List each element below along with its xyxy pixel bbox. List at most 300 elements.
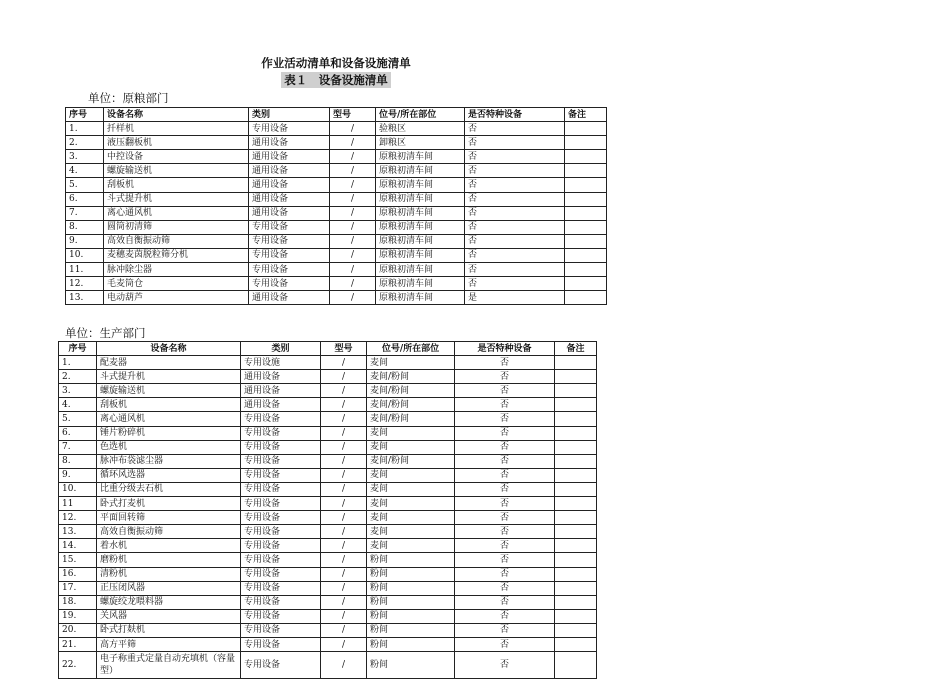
cell-special: 否 (455, 623, 555, 637)
cell-location: 原粮初清车间 (376, 234, 465, 248)
cell-name: 平面回转筛 (97, 511, 241, 525)
cell-remark (555, 595, 597, 609)
cell-category: 专用设备 (241, 623, 321, 637)
cell-location: 粉间 (367, 623, 455, 637)
cell-model: / (330, 220, 376, 234)
cell-category: 专用设备 (249, 263, 330, 277)
cell-location: 麦间/粉间 (367, 370, 455, 384)
cell-model: / (321, 412, 367, 426)
cell-seq: 16. (59, 567, 97, 581)
cell-remark (555, 525, 597, 539)
cell-remark (555, 553, 597, 567)
cell-name: 卧式打麦机 (97, 497, 241, 511)
table-row (59, 525, 597, 539)
cell-remark (555, 412, 597, 426)
cell-special: 否 (465, 248, 565, 262)
cell-remark (555, 454, 597, 468)
equipment-table-grain (65, 107, 607, 305)
table-header-row (59, 342, 597, 356)
cell-category: 通用设备 (249, 164, 330, 178)
cell-name: 关风器 (97, 609, 241, 623)
cell-remark (555, 637, 597, 651)
cell-special: 否 (455, 525, 555, 539)
table-row (66, 263, 607, 277)
cell-name: 液压翻板机 (104, 136, 249, 150)
cell-name: 螺旋绞龙喂料器 (97, 595, 241, 609)
cell-special: 否 (455, 652, 555, 679)
cell-location: 原粮初清车间 (376, 248, 465, 262)
cell-seq: 20. (59, 623, 97, 637)
table-row (59, 356, 597, 370)
cell-location: 麦间/粉间 (367, 412, 455, 426)
table-row (59, 652, 597, 679)
cell-name: 电子称重式定量自动充填机（容量型） (97, 652, 241, 679)
cell-category: 专用设备 (241, 652, 321, 679)
cell-model: / (321, 482, 367, 496)
cell-model: / (321, 581, 367, 595)
cell-model: / (321, 426, 367, 440)
cell-location: 粉间 (367, 581, 455, 595)
cell-seq: 11. (66, 263, 104, 277)
cell-location: 卸粮区 (376, 136, 465, 150)
cell-seq: 10. (59, 482, 97, 496)
cell-seq: 11 (59, 497, 97, 511)
cell-model: / (330, 150, 376, 164)
cell-name: 麦穗麦茵脱粒筛分机 (104, 248, 249, 262)
cell-model: / (330, 122, 376, 136)
cell-location: 麦间 (367, 539, 455, 553)
header-category: 类别 (241, 342, 321, 356)
unit-label-grain: 单位：原粮部门 (88, 91, 169, 105)
cell-location: 粉间 (367, 595, 455, 609)
table-row (59, 412, 597, 426)
cell-name: 中控设备 (104, 150, 249, 164)
cell-remark (565, 206, 607, 220)
cell-model: / (321, 497, 367, 511)
table-row (59, 609, 597, 623)
cell-category: 通用设备 (249, 136, 330, 150)
cell-seq: 13. (66, 291, 104, 305)
cell-seq: 10. (66, 248, 104, 262)
cell-model: / (321, 609, 367, 623)
cell-special: 否 (455, 356, 555, 370)
unit-label-production: 单位：生产部门 (65, 326, 146, 340)
cell-category: 通用设备 (249, 291, 330, 305)
cell-remark (555, 468, 597, 482)
cell-model: / (330, 178, 376, 192)
cell-location: 麦间 (367, 525, 455, 539)
cell-model: / (321, 370, 367, 384)
table-row (59, 370, 597, 384)
cell-name: 螺旋输送机 (104, 164, 249, 178)
cell-special: 否 (455, 567, 555, 581)
cell-name: 磨粉机 (97, 553, 241, 567)
cell-seq: 6. (59, 426, 97, 440)
cell-location: 麦间 (367, 468, 455, 482)
cell-location: 麦间 (367, 440, 455, 454)
cell-remark (565, 192, 607, 206)
cell-name: 离心通风机 (104, 206, 249, 220)
cell-category: 专用设备 (249, 248, 330, 262)
table-row (59, 623, 597, 637)
cell-remark (555, 609, 597, 623)
cell-seq: 1. (66, 122, 104, 136)
cell-name: 扦样机 (104, 122, 249, 136)
cell-seq: 3. (66, 150, 104, 164)
cell-location: 麦间 (367, 511, 455, 525)
cell-model: / (321, 567, 367, 581)
table-row (59, 497, 597, 511)
cell-category: 通用设备 (249, 192, 330, 206)
cell-location: 原粮初清车间 (376, 150, 465, 164)
cell-special: 否 (455, 370, 555, 384)
cell-model: / (321, 637, 367, 651)
cell-remark (565, 277, 607, 291)
table-caption-text: 表１ 设备设施清单 (281, 72, 391, 88)
cell-model: / (330, 248, 376, 262)
cell-location: 原粮初清车间 (376, 178, 465, 192)
cell-seq: 6. (66, 192, 104, 206)
cell-location: 麦间/粉间 (367, 398, 455, 412)
cell-model: / (321, 468, 367, 482)
table-row (59, 384, 597, 398)
cell-seq: 21. (59, 637, 97, 651)
cell-remark (555, 581, 597, 595)
cell-location: 原粮初清车间 (376, 220, 465, 234)
cell-location: 麦间 (367, 482, 455, 496)
cell-location: 原粮初清车间 (376, 263, 465, 277)
cell-remark (565, 178, 607, 192)
cell-category: 专用设施 (241, 356, 321, 370)
cell-name: 高效自衡振动筛 (97, 525, 241, 539)
cell-special: 否 (465, 277, 565, 291)
cell-special: 否 (465, 192, 565, 206)
cell-category: 专用设备 (241, 595, 321, 609)
cell-special: 是 (465, 291, 565, 305)
cell-seq: 13. (59, 525, 97, 539)
equipment-table-production (58, 341, 597, 679)
cell-seq: 14. (59, 539, 97, 553)
cell-model: / (330, 291, 376, 305)
cell-remark (565, 248, 607, 262)
cell-name: 比重分级去石机 (97, 482, 241, 496)
cell-name: 圆筒初清筛 (104, 220, 249, 234)
cell-category: 专用设备 (241, 567, 321, 581)
table-row (59, 539, 597, 553)
cell-remark (555, 370, 597, 384)
cell-category: 专用设备 (241, 539, 321, 553)
cell-category: 专用设备 (241, 525, 321, 539)
cell-remark (555, 384, 597, 398)
cell-category: 专用设备 (241, 412, 321, 426)
cell-remark (565, 220, 607, 234)
cell-seq: 9. (59, 468, 97, 482)
cell-model: / (321, 525, 367, 539)
cell-special: 否 (465, 164, 565, 178)
cell-category: 通用设备 (249, 178, 330, 192)
cell-name: 脉冲除尘器 (104, 263, 249, 277)
cell-seq: 3. (59, 384, 97, 398)
cell-seq: 9. (66, 234, 104, 248)
table-row (59, 398, 597, 412)
cell-seq: 15. (59, 553, 97, 567)
cell-category: 专用设备 (241, 482, 321, 496)
table-row (66, 206, 607, 220)
cell-name: 高效自衡振动筛 (104, 234, 249, 248)
header-model: 型号 (330, 108, 376, 122)
cell-category: 专用设备 (249, 277, 330, 291)
table-row (66, 150, 607, 164)
cell-category: 专用设备 (241, 609, 321, 623)
cell-model: / (330, 136, 376, 150)
cell-special: 否 (455, 384, 555, 398)
cell-model: / (330, 277, 376, 291)
header-name: 设备名称 (97, 342, 241, 356)
cell-location: 原粮初清车间 (376, 192, 465, 206)
cell-remark (565, 136, 607, 150)
cell-special: 否 (455, 595, 555, 609)
cell-category: 专用设备 (249, 122, 330, 136)
cell-location: 原粮初清车间 (376, 164, 465, 178)
cell-location: 麦间/粉间 (367, 384, 455, 398)
cell-location: 粉间 (367, 609, 455, 623)
cell-remark (555, 440, 597, 454)
header-remark: 备注 (565, 108, 607, 122)
header-location: 位号/所在部位 (367, 342, 455, 356)
table-row (66, 220, 607, 234)
cell-seq: 7. (59, 440, 97, 454)
cell-location: 麦间 (367, 497, 455, 511)
cell-location: 粉间 (367, 652, 455, 679)
cell-special: 否 (465, 220, 565, 234)
cell-seq: 5. (66, 178, 104, 192)
cell-seq: 12. (59, 511, 97, 525)
cell-special: 否 (455, 440, 555, 454)
cell-special: 否 (465, 150, 565, 164)
cell-special: 否 (465, 206, 565, 220)
table-row (59, 511, 597, 525)
cell-location: 粉间 (367, 553, 455, 567)
cell-special: 否 (465, 178, 565, 192)
header-location: 位号/所在部位 (376, 108, 465, 122)
cell-category: 专用设备 (241, 426, 321, 440)
cell-name: 正压闭风器 (97, 581, 241, 595)
cell-name: 螺旋输送机 (97, 384, 241, 398)
cell-remark (565, 122, 607, 136)
table-header-row (66, 108, 607, 122)
cell-seq: 4. (66, 164, 104, 178)
cell-name: 高方平筛 (97, 637, 241, 651)
cell-special: 否 (455, 539, 555, 553)
table-row (59, 567, 597, 581)
cell-category: 专用设备 (241, 637, 321, 651)
table-row (66, 164, 607, 178)
cell-remark (565, 164, 607, 178)
cell-seq: 2. (59, 370, 97, 384)
cell-model: / (321, 539, 367, 553)
cell-name: 色选机 (97, 440, 241, 454)
table-row (59, 482, 597, 496)
cell-remark (555, 497, 597, 511)
cell-name: 卧式打麸机 (97, 623, 241, 637)
cell-model: / (321, 652, 367, 679)
cell-name: 配麦器 (97, 356, 241, 370)
cell-name: 锤片粉碎机 (97, 426, 241, 440)
cell-seq: 18. (59, 595, 97, 609)
cell-seq: 2. (66, 136, 104, 150)
table-caption (0, 72, 672, 88)
table-row (66, 277, 607, 291)
cell-category: 专用设备 (241, 497, 321, 511)
cell-location: 验粮区 (376, 122, 465, 136)
cell-model: / (330, 164, 376, 178)
header-seq: 序号 (59, 342, 97, 356)
cell-special: 否 (465, 234, 565, 248)
cell-seq: 17. (59, 581, 97, 595)
cell-name: 脉冲布袋滤尘器 (97, 454, 241, 468)
cell-category: 通用设备 (249, 150, 330, 164)
table-row (59, 553, 597, 567)
cell-seq: 7. (66, 206, 104, 220)
cell-category: 专用设备 (241, 454, 321, 468)
header-category: 类别 (249, 108, 330, 122)
header-seq: 序号 (66, 108, 104, 122)
cell-model: / (330, 263, 376, 277)
cell-model: / (330, 192, 376, 206)
cell-remark (555, 623, 597, 637)
cell-location: 原粮初清车间 (376, 206, 465, 220)
cell-category: 专用设备 (241, 440, 321, 454)
cell-seq: 12. (66, 277, 104, 291)
cell-seq: 5. (59, 412, 97, 426)
table-row (66, 248, 607, 262)
cell-category: 通用设备 (241, 370, 321, 384)
cell-special: 否 (465, 136, 565, 150)
cell-remark (565, 234, 607, 248)
cell-special: 否 (455, 609, 555, 623)
cell-model: / (321, 595, 367, 609)
table-row (66, 178, 607, 192)
cell-name: 毛麦筒仓 (104, 277, 249, 291)
cell-category: 专用设备 (249, 220, 330, 234)
cell-remark (555, 567, 597, 581)
cell-name: 电动葫芦 (104, 291, 249, 305)
cell-seq: 8. (66, 220, 104, 234)
cell-remark (565, 263, 607, 277)
cell-name: 斗式提升机 (104, 192, 249, 206)
cell-remark (555, 398, 597, 412)
cell-model: / (321, 623, 367, 637)
cell-name: 刮板机 (104, 178, 249, 192)
cell-name: 循环风选器 (97, 468, 241, 482)
cell-special: 否 (455, 468, 555, 482)
cell-special: 否 (455, 454, 555, 468)
cell-remark (565, 291, 607, 305)
cell-special: 否 (455, 482, 555, 496)
cell-location: 粉间 (367, 567, 455, 581)
cell-remark (555, 426, 597, 440)
table-row (59, 595, 597, 609)
cell-remark (555, 482, 597, 496)
cell-location: 粉间 (367, 637, 455, 651)
cell-seq: 22. (59, 652, 97, 679)
cell-special: 否 (455, 511, 555, 525)
cell-seq: 1. (59, 356, 97, 370)
cell-seq: 19. (59, 609, 97, 623)
table-row (66, 291, 607, 305)
cell-remark (555, 511, 597, 525)
cell-remark (555, 356, 597, 370)
table-row (66, 192, 607, 206)
document-title: 作业活动清单和设备设施清单 (261, 56, 411, 70)
table-row (59, 454, 597, 468)
cell-location: 原粮初清车间 (376, 291, 465, 305)
cell-remark (555, 652, 597, 679)
cell-seq: 4. (59, 398, 97, 412)
cell-seq: 8. (59, 454, 97, 468)
cell-special: 否 (455, 637, 555, 651)
cell-model: / (321, 454, 367, 468)
cell-category: 专用设备 (241, 511, 321, 525)
cell-location: 麦间 (367, 356, 455, 370)
cell-remark (565, 150, 607, 164)
header-remark: 备注 (555, 342, 597, 356)
cell-model: / (321, 384, 367, 398)
table-row (59, 581, 597, 595)
cell-name: 刮板机 (97, 398, 241, 412)
header-special: 是否特种设备 (455, 342, 555, 356)
cell-special: 否 (455, 497, 555, 511)
cell-model: / (321, 398, 367, 412)
cell-model: / (321, 356, 367, 370)
header-name: 设备名称 (104, 108, 249, 122)
cell-special: 否 (455, 581, 555, 595)
cell-remark (555, 539, 597, 553)
cell-category: 专用设备 (241, 553, 321, 567)
cell-model: / (321, 440, 367, 454)
table-row (59, 426, 597, 440)
table-row (59, 637, 597, 651)
cell-special: 否 (455, 426, 555, 440)
cell-special: 否 (455, 398, 555, 412)
cell-location: 原粮初清车间 (376, 277, 465, 291)
cell-name: 离心通风机 (97, 412, 241, 426)
cell-location: 麦间/粉间 (367, 454, 455, 468)
cell-special: 否 (465, 122, 565, 136)
table-row (59, 440, 597, 454)
cell-name: 着水机 (97, 539, 241, 553)
cell-category: 专用设备 (241, 581, 321, 595)
table-row (59, 468, 597, 482)
cell-model: / (321, 511, 367, 525)
cell-name: 斗式提升机 (97, 370, 241, 384)
cell-special: 否 (465, 263, 565, 277)
cell-model: / (330, 234, 376, 248)
cell-category: 通用设备 (241, 398, 321, 412)
cell-special: 否 (455, 412, 555, 426)
header-special: 是否特种设备 (465, 108, 565, 122)
cell-location: 麦间 (367, 426, 455, 440)
cell-category: 通用设备 (249, 206, 330, 220)
header-model: 型号 (321, 342, 367, 356)
table-row (66, 136, 607, 150)
cell-special: 否 (455, 553, 555, 567)
cell-model: / (330, 206, 376, 220)
cell-category: 专用设备 (249, 234, 330, 248)
table-row (66, 234, 607, 248)
table-row (66, 122, 607, 136)
cell-name: 清粉机 (97, 567, 241, 581)
